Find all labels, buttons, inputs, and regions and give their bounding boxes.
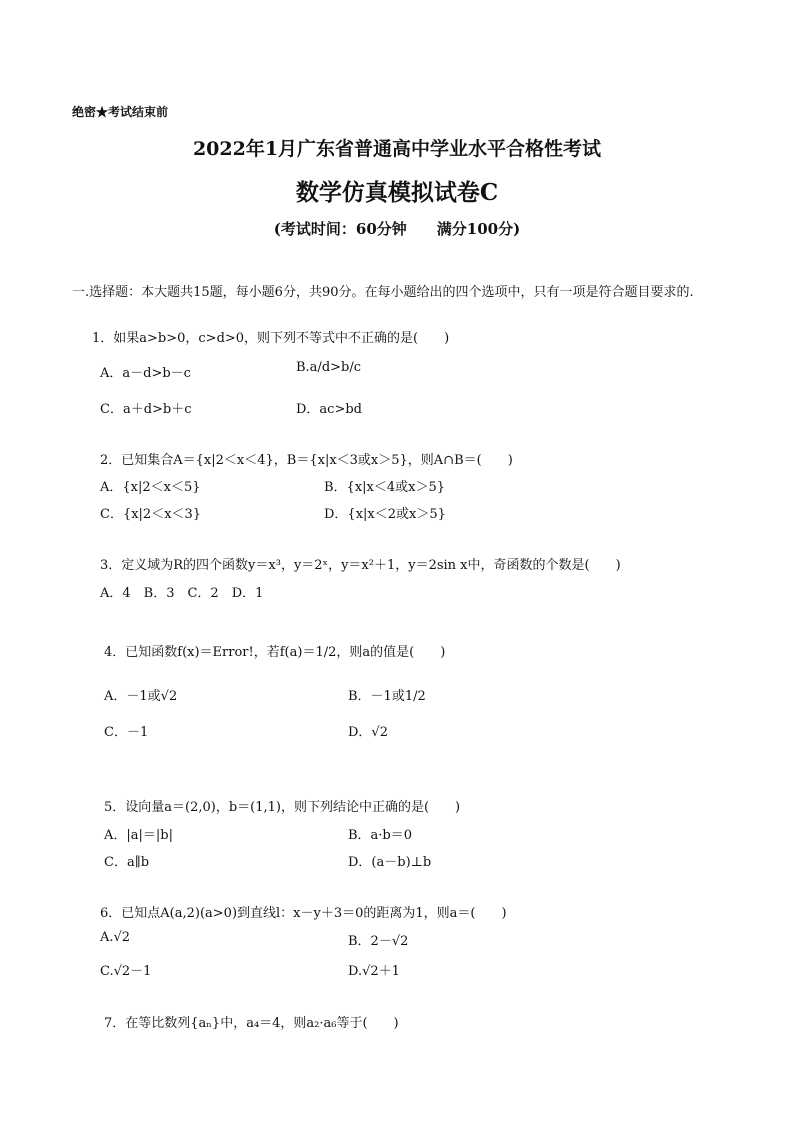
question-5-option-c[interactable]: C．a∥b xyxy=(104,855,150,870)
section-intro: 一.选择题：本大题共15题，每小题6分，共90分。在每小题给出的四个选项中，只有一项是符合题目要求的. xyxy=(72,285,694,300)
question-4-option-a[interactable]: A．－1或√2 xyxy=(104,689,178,704)
question-1-option-b[interactable]: B.a/d>b/c xyxy=(296,360,362,375)
question-6-stem: 6．已知点A(a,2)(a>0)到直线l：x－y＋3＝0的距离为1，则a＝( ) xyxy=(100,906,507,921)
question-1-option-a[interactable]: A．a－d>b－c xyxy=(100,366,191,381)
question-3-options[interactable]: A．4 B．3 C．2 D．1 xyxy=(100,586,264,601)
question-1-stem: 1．如果a>b>0，c>d>0，则下列不等式中不正确的是( ) xyxy=(92,331,450,346)
question-7-stem: 7．在等比数列{aₙ}中，a₄＝4，则a₂·a₆等于( ) xyxy=(104,1016,399,1031)
exam-subtitle: 数学仿真模拟试卷C xyxy=(295,179,499,206)
question-5-option-d[interactable]: D．(a－b)⊥b xyxy=(348,855,432,870)
question-5-stem: 5．设向量a＝(2,0)，b＝(1,1)，则下列结论中正确的是( ) xyxy=(104,800,461,815)
question-2-stem: 2．已知集合A＝{x|2＜x＜4}，B＝{x|x＜3或x＞5}，则A∩B＝( ) xyxy=(100,453,513,468)
question-4-option-d[interactable]: D．√2 xyxy=(348,725,388,740)
question-6-option-b[interactable]: B．2－√2 xyxy=(348,934,409,949)
confidential-mark: 绝密★考试结束前 xyxy=(72,105,169,119)
question-2-option-a[interactable]: A．{x|2＜x＜5} xyxy=(100,480,201,495)
question-4-option-c[interactable]: C．－1 xyxy=(104,725,149,740)
question-6-option-d[interactable]: D.√2＋1 xyxy=(348,964,400,979)
question-2-option-b[interactable]: B．{x|x＜4或x＞5} xyxy=(324,480,446,495)
question-3-stem: 3．定义域为R的四个函数y＝x³，y＝2ˣ，y＝x²＋1，y＝2sin x中，奇函数的个数是( ) xyxy=(100,558,621,573)
exam-info: (考试时间：60分钟 满分100分) xyxy=(273,220,521,238)
question-4-option-b[interactable]: B．－1或1/2 xyxy=(348,689,426,704)
exam-title: 2022年1月广东省普通高中学业水平合格性考试 xyxy=(192,138,602,160)
question-2-option-d[interactable]: D．{x|x＜2或x＞5} xyxy=(324,507,446,522)
question-4-stem: 4．已知函数f(x)＝Error!，若f(a)＝1/2，则a的值是( ) xyxy=(104,645,446,660)
question-5-option-b[interactable]: B．a·b＝0 xyxy=(348,828,413,843)
question-2-option-c[interactable]: C．{x|2＜x＜3} xyxy=(100,507,202,522)
question-1-option-c[interactable]: C．a＋d>b＋c xyxy=(100,402,192,417)
question-6-option-a[interactable]: A.√2 xyxy=(100,930,131,945)
question-5-option-a[interactable]: A．|a|＝|b| xyxy=(104,828,173,843)
question-1-option-d[interactable]: D．ac>bd xyxy=(296,402,362,417)
question-6-option-c[interactable]: C.√2－1 xyxy=(100,964,152,979)
